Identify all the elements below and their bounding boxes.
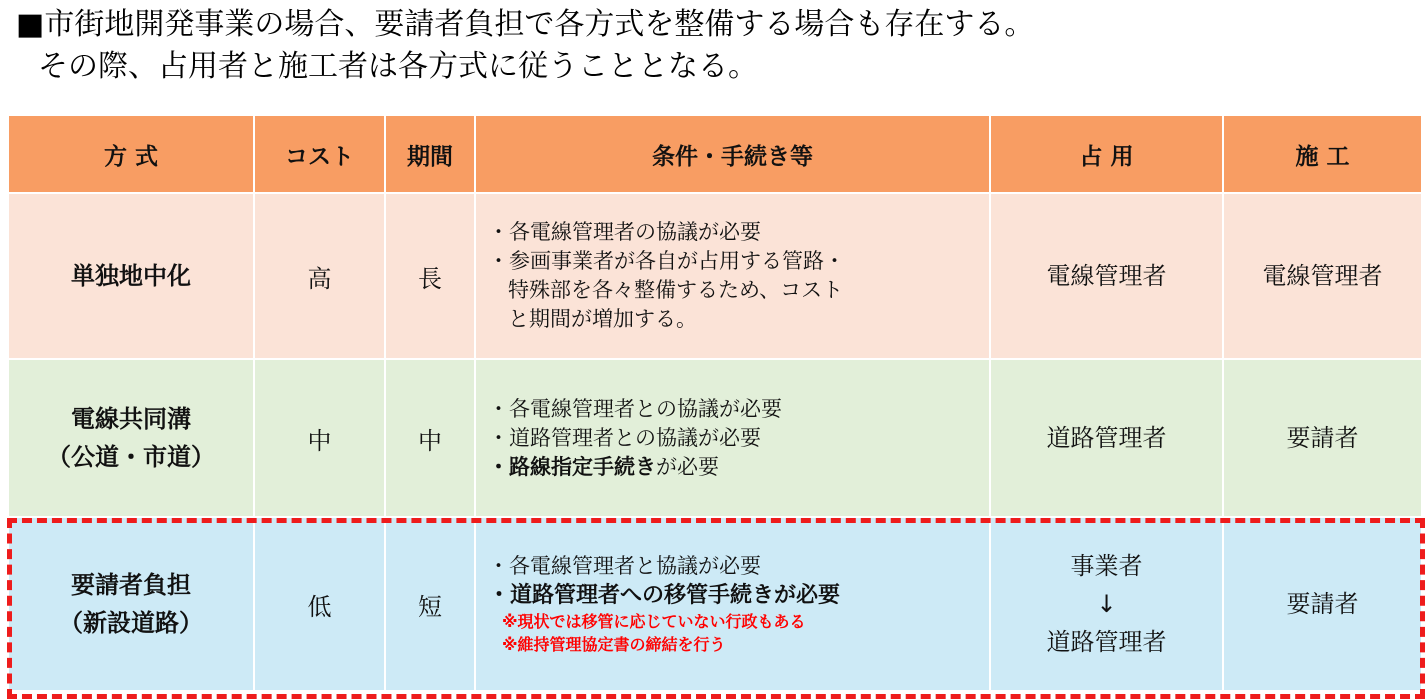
conditions-cell (475, 359, 990, 517)
down-arrow-icon: ↓ (1096, 590, 1117, 618)
construction-cell: 要請者 (1223, 517, 1422, 691)
condition-item: ・各電線管理者の協議が必要 (488, 220, 761, 244)
method-cell (8, 359, 254, 517)
construction-cell: 電線管理者 (1223, 193, 1422, 359)
condition-item: と期間が増加する。 (508, 307, 697, 331)
intro-text (16, 4, 1034, 88)
method-subtitle: （新設道路） (59, 609, 203, 637)
header-occupancy: 占 用 (990, 115, 1223, 193)
intro-line-1: ■市街地開発事業の場合、要請者負担で各方式を整備する場合も存在する。 (16, 7, 1035, 42)
method-name: 要請者負担 (71, 571, 191, 599)
condition-item: ・道路管理者との協議が必要 (488, 425, 761, 450)
cost-cell: 低 (254, 517, 385, 691)
cost-cell: 高 (254, 193, 385, 359)
condition-item (488, 453, 989, 482)
occupancy-cell (990, 517, 1223, 691)
header-period: 期間 (385, 115, 475, 193)
condition-item: ・道路管理者への移管手続きが必要 (488, 583, 841, 608)
table-header-row (8, 115, 1422, 193)
period-cell: 短 (385, 517, 475, 691)
method-name: 電線共同溝 (71, 405, 191, 433)
method-name: 単独地中化 (71, 262, 191, 290)
note-text: ※維持管理協定書の締結を行う (502, 635, 726, 654)
table-row (8, 193, 1422, 359)
occupancy-to: 道路管理者 (1046, 628, 1167, 656)
occupancy-cell: 電線管理者 (990, 193, 1223, 359)
intro-line-2: その際、占用者と施工者は各方式に従うこととなる。 (38, 49, 758, 84)
condition-item: ・各電線管理者と協議が必要 (488, 554, 761, 578)
cost-cell: 中 (254, 359, 385, 517)
table-row (8, 517, 1422, 691)
table-row (8, 359, 1422, 517)
condition-item: ・各電線管理者との協議が必要 (488, 396, 782, 421)
method-cell (8, 193, 254, 359)
occupancy-cell: 道路管理者 (990, 359, 1223, 517)
condition-bold-part: ・路線指定手続き (488, 454, 656, 479)
header-cost: コスト (254, 115, 385, 193)
condition-item: 特殊部を各々整備するため、コスト (508, 278, 844, 302)
method-cell (8, 517, 254, 691)
condition-rest: が必要 (656, 454, 719, 479)
construction-cell: 要請者 (1223, 359, 1422, 517)
conditions-cell (475, 517, 990, 691)
methods-table (7, 114, 1423, 692)
header-conditions: 条件・手続き等 (475, 115, 990, 193)
period-cell: 長 (385, 193, 475, 359)
header-construction: 施 工 (1223, 115, 1422, 193)
occupancy-from: 事業者 (1070, 552, 1143, 580)
condition-item: ・参画事業者が各自が占用する管路・ (488, 249, 845, 273)
period-cell: 中 (385, 359, 475, 517)
note-text: ※現状では移管に応じていない行政もある (502, 612, 806, 631)
method-subtitle: （公道・市道） (47, 443, 215, 471)
header-method: 方 式 (8, 115, 254, 193)
conditions-cell (475, 193, 990, 359)
